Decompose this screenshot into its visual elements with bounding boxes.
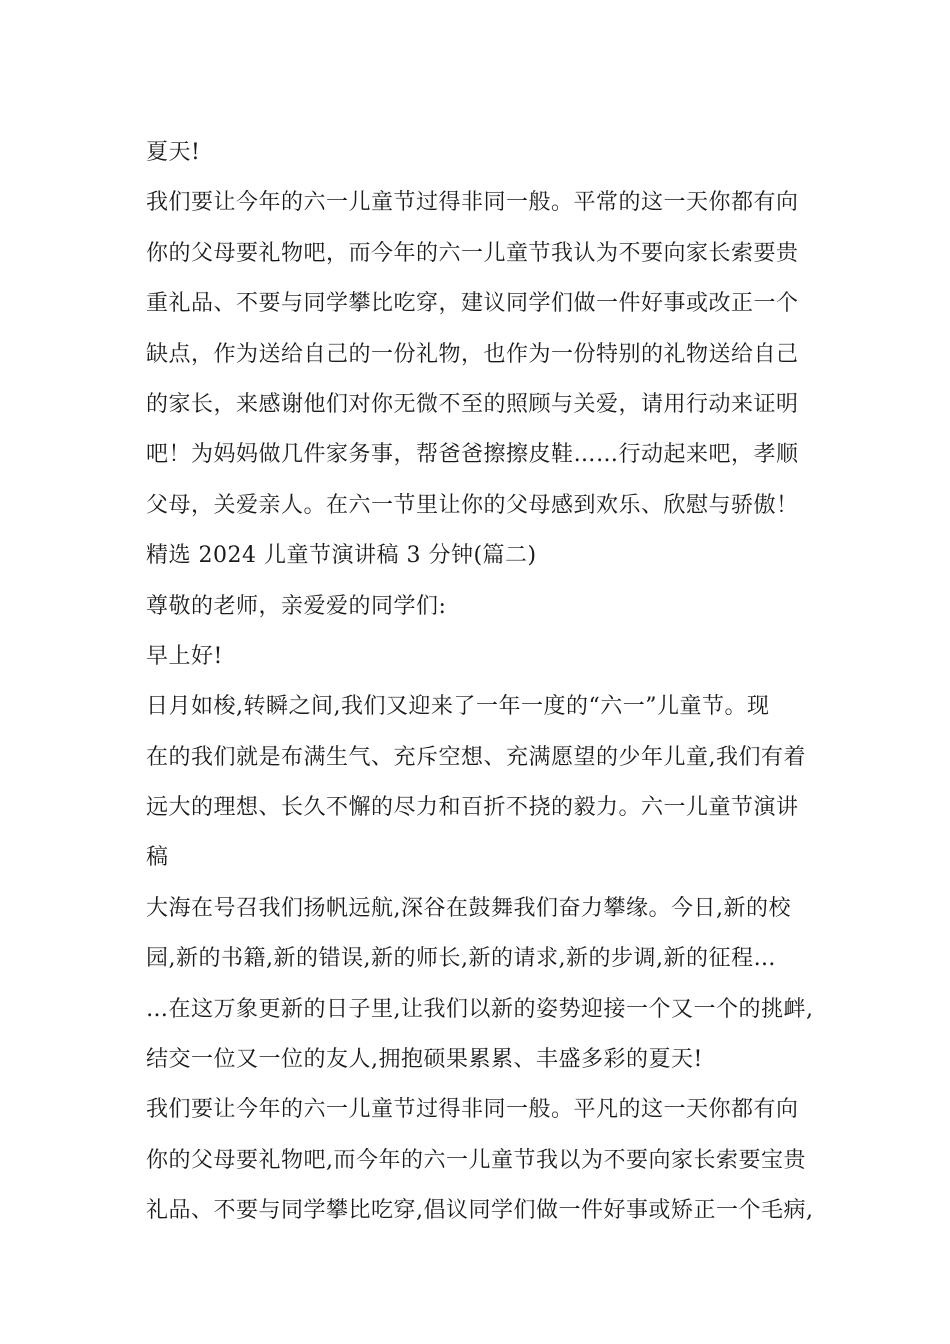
text-line: 你的父母要礼物吧,而今年的六一儿童节我以为不要向家长索要宝贵: [146, 1147, 806, 1173]
greeting: 早上好!: [146, 643, 223, 669]
text-line: 结交一位又一位的友人,拥抱硕果累累、丰盛多彩的夏天!: [146, 1047, 703, 1073]
salutation: 尊敬的老师，亲爱爱的同学们:: [146, 593, 447, 619]
text-line: 父母，关爱亲人。在六一节里让你的父母感到欢乐、欣慰与骄傲！: [146, 492, 799, 518]
text-line: 日月如梭,转瞬之间,我们又迎来了一年一度的“六一”儿童节。现: [146, 694, 770, 720]
text-line: 我们要让今年的六一儿童节过得非同一般。平凡的这一天你都有向: [146, 1097, 799, 1123]
text-line: 你的父母要礼物吧，而今年的六一儿童节我认为不要向家长索要贵: [146, 240, 799, 266]
text-line: 吧！为妈妈做几件家务事，帮爸爸擦擦皮鞋……行动起来吧，孝顺: [146, 442, 799, 468]
text-line: 稿: [146, 845, 169, 871]
text-line: 礼品、不要与同学攀比吃穿,倡议同学们做一件好事或矫正一个毛病,: [146, 1198, 814, 1224]
text-line: 我们要让今年的六一儿童节过得非同一般。平常的这一天你都有向: [146, 190, 799, 216]
text-line: 缺点，作为送给自己的一份礼物，也作为一份特别的礼物送给自己: [146, 341, 799, 367]
text-line: 园,新的书籍,新的错误,新的师长,新的请求,新的步调,新的征程…: [146, 946, 776, 972]
text-line: 夏天!: [146, 140, 201, 165]
text-line: 在的我们就是布满生气、充斥空想、充满愿望的少年儿童,我们有着: [146, 744, 806, 770]
section-heading: 精选 2024 儿童节演讲稿 3 分钟(篇二): [146, 543, 537, 569]
document-body: [146, 128, 826, 1237]
text-line: …在这万象更新的日子里,让我们以新的姿势迎接一个又一个的挑衅,: [146, 996, 814, 1022]
text-line: 大海在号召我们扬帆远航,深谷在鼓舞我们奋力攀缘。今日,新的校: [146, 895, 791, 921]
text-line: 远大的理想、长久不懈的尽力和百折不挠的毅力。六一儿童节演讲: [146, 795, 799, 821]
text-line: 的家长，来感谢他们对你无微不至的照顾与关爱，请用行动来证明: [146, 391, 799, 417]
text-line: 重礼品、不要与同学攀比吃穿，建议同学们做一件好事或改正一个: [146, 291, 799, 317]
